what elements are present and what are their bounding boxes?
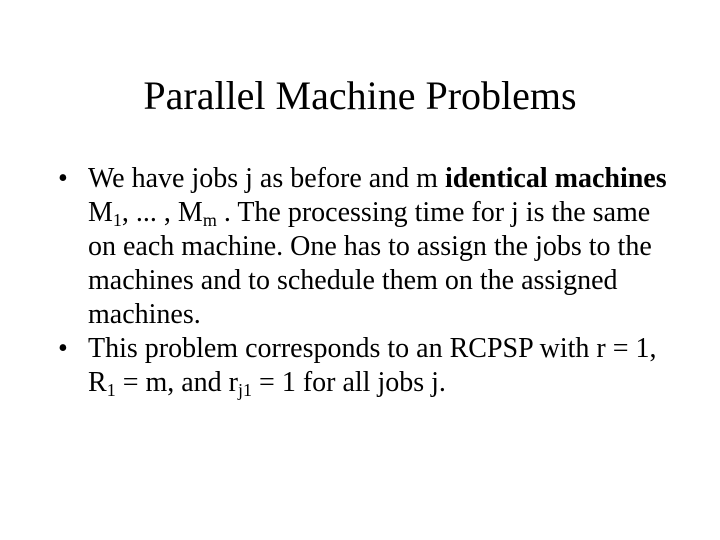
bullet1-subscript-m: m [202,210,217,230]
bullet2-text-1: This problem corresponds to an RCPSP with r = 1, R [88,333,657,398]
bullet2-text-2: = m, and r [115,367,239,398]
bullet-dot-icon: • [58,333,68,364]
bullet-item-identical-machines [58,162,668,332]
bullet-item-rcpsp [58,332,668,400]
bullet2-subscript-j1: j1 [238,380,253,400]
bullet-dot-icon: • [58,163,68,194]
bullet1-text-2: M [88,197,113,228]
bullet1-bold-term: identical machines [444,163,667,194]
bullet1-text-4: . The processing time for j is the same on each machine. One has to assign the jobs to the machines and to schedule them on the assigned machines. [88,197,652,330]
bullet1-text-1: We have jobs j as before and m [88,163,445,194]
bullet2-subscript-1: 1 [106,380,116,400]
slide-title: Parallel Machine Problems [143,73,577,118]
bullet2-text-3: = 1 for all jobs j. [252,367,446,398]
bullet1-text-3: , ... , M [121,197,203,228]
bullet1-subscript-1: 1 [112,210,122,230]
bullet-list [58,162,668,400]
